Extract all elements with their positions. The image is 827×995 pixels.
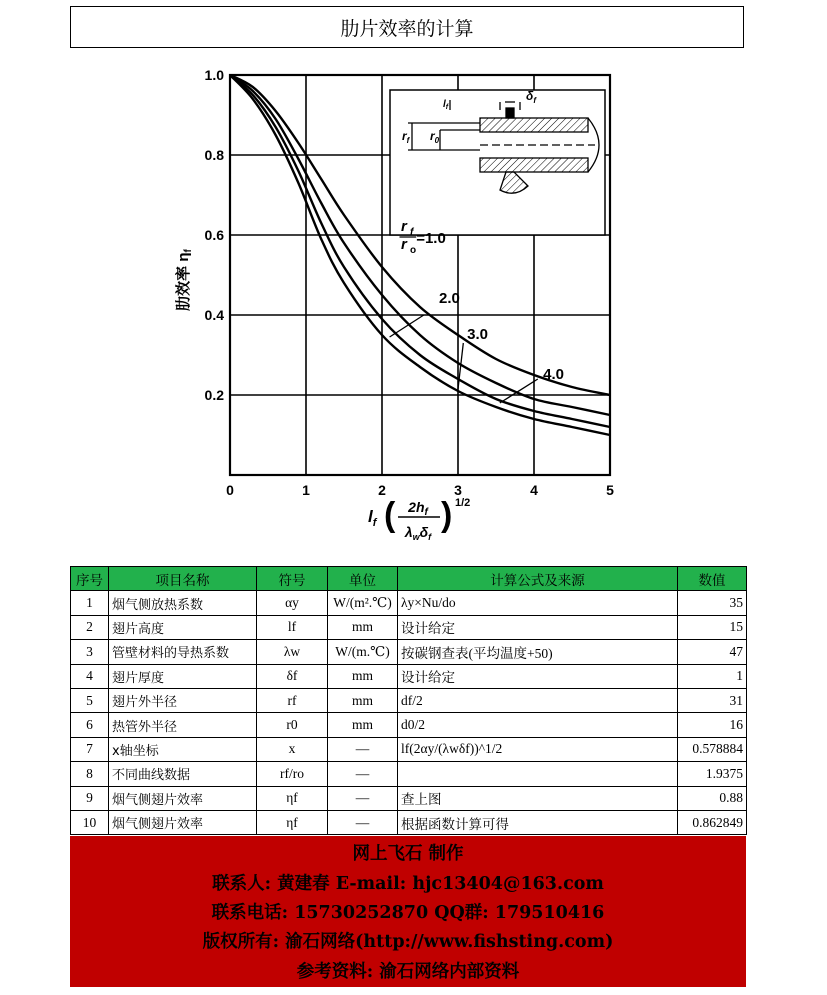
row-value: 31: [678, 688, 747, 712]
row-unit: mm: [328, 615, 398, 639]
curve-label-3.0: 3.0: [467, 326, 488, 343]
svg-text:δf: $\delta_f$: [526, 89, 536, 105]
row-value: 0.862849: [678, 810, 747, 834]
row-unit: —: [328, 737, 398, 761]
row-unit: mm: [328, 664, 398, 688]
svg-text:): ): [441, 496, 453, 534]
svg-text:r0: $r_0$: [430, 129, 440, 145]
row-symbol: αy: [257, 591, 328, 615]
row-name: 翅片高度: [109, 615, 257, 639]
row-formula: df/2: [398, 688, 678, 712]
svg-text:r: r: [401, 236, 407, 253]
curve-label-2.0: 2.0: [439, 290, 460, 307]
table-row: [71, 591, 747, 615]
row-symbol: ηf: [257, 786, 328, 810]
row-value: 16: [678, 713, 747, 737]
row-formula: [398, 762, 678, 786]
row-name: 管壁材料的导热系数: [109, 640, 257, 664]
y-axis-label-text: 肋效率 $\eta_f$: [175, 249, 194, 311]
fin-efficiency-chart: [150, 60, 670, 555]
row-unit: mm: [328, 688, 398, 712]
footer-banner: [70, 836, 746, 987]
ratio-rf: r: [401, 218, 407, 235]
x-tick-label: 0: [226, 482, 234, 498]
footer-line-1: 网上飞石 制作: [352, 844, 464, 865]
row-symbol: rf/ro: [257, 762, 328, 786]
row-no: 10: [71, 810, 109, 834]
table-row: [71, 688, 747, 712]
header-formula: 计算公式及来源: [398, 567, 678, 591]
row-name: x轴坐标: [109, 737, 257, 761]
table-row: [71, 713, 747, 737]
row-value: 35: [678, 591, 747, 615]
row-value: 1: [678, 664, 747, 688]
row-no: 4: [71, 664, 109, 688]
svg-text:λwδf: $\lambda_w\delta_f$: [404, 524, 432, 542]
table-row: [71, 737, 747, 761]
svg-text:1/2: 1/2: [455, 497, 471, 509]
row-unit: —: [328, 786, 398, 810]
row-unit: —: [328, 762, 398, 786]
svg-text:rf: $r_f$: [402, 129, 410, 145]
row-symbol: δf: [257, 664, 328, 688]
row-value: 47: [678, 640, 747, 664]
row-unit: —: [328, 810, 398, 834]
row-no: 5: [71, 688, 109, 712]
y-axis-label: [174, 249, 194, 311]
row-name: 翅片厚度: [109, 664, 257, 688]
footer-line-4: 版权所有: 渝石网络(http://www.fishsting.com): [202, 932, 614, 953]
table-row: [71, 640, 747, 664]
row-unit: mm: [328, 713, 398, 737]
page-title: [70, 6, 744, 48]
page-title-text: 肋片效率的计算: [340, 17, 474, 40]
row-formula: 设计给定: [398, 615, 678, 639]
y-tick-label: 0.6: [204, 227, 224, 243]
svg-text:lf: $l_f$: [368, 507, 377, 529]
row-name: 热管外半径: [109, 713, 257, 737]
curve-label-1.0: =1.0: [416, 230, 446, 247]
table-row: [71, 762, 747, 786]
row-formula: 根据函数计算可得: [398, 810, 678, 834]
row-no: 8: [71, 762, 109, 786]
row-name: 烟气侧翅片效率: [109, 786, 257, 810]
y-tick-label: 0.8: [204, 147, 224, 163]
table-row: [71, 664, 747, 688]
table-row: [71, 786, 747, 810]
table-row: [71, 810, 747, 834]
row-value: 0.578884: [678, 737, 747, 761]
row-formula: d0/2: [398, 713, 678, 737]
row-formula: 查上图: [398, 786, 678, 810]
row-symbol: x: [257, 737, 328, 761]
svg-text:(: (: [384, 496, 396, 534]
row-unit: W/(m².℃): [328, 591, 398, 615]
calculation-table: [70, 566, 747, 835]
header-name: 项目名称: [109, 567, 257, 591]
x-tick-label: 2: [378, 482, 386, 498]
row-symbol: ηf: [257, 810, 328, 834]
row-value: 15: [678, 615, 747, 639]
svg-text:o: o: [410, 245, 417, 256]
header-unit: 单位: [328, 567, 398, 591]
x-tick-label: 3: [454, 482, 462, 498]
row-name: 烟气侧翅片效率: [109, 810, 257, 834]
y-tick-label: 0.2: [204, 387, 224, 403]
y-tick-label: 1.0: [204, 67, 224, 83]
footer-line-5: 参考资料: 渝石网络内部资料: [296, 961, 520, 982]
curve-label-4.0: 4.0: [543, 366, 564, 383]
row-formula: λy×Nu/do: [398, 591, 678, 615]
row-formula: 按碳钢查表(平均温度+50): [398, 640, 678, 664]
row-symbol: lf: [257, 615, 328, 639]
fin-tube-inset-diagram: [390, 90, 605, 235]
row-name: 不同曲线数据: [109, 762, 257, 786]
row-formula: lf(2αy/(λwδf))^1/2: [398, 737, 678, 761]
x-tick-label: 1: [302, 482, 310, 498]
row-symbol: λw: [257, 640, 328, 664]
row-unit: W/(m.℃): [328, 640, 398, 664]
table-header-row: [71, 567, 747, 591]
row-no: 1: [71, 591, 109, 615]
x-tick-label: 5: [606, 482, 614, 498]
row-name: 翅片外半径: [109, 688, 257, 712]
y-tick-label: 0.4: [204, 307, 224, 323]
row-no: 9: [71, 786, 109, 810]
row-value: 0.88: [678, 786, 747, 810]
svg-text:f: f: [410, 227, 414, 238]
row-no: 3: [71, 640, 109, 664]
svg-text:lf: $l_f$: [443, 99, 449, 111]
row-symbol: r0: [257, 713, 328, 737]
row-no: 6: [71, 713, 109, 737]
header-no: 序号: [71, 567, 109, 591]
row-no: 2: [71, 615, 109, 639]
x-axis-label: [368, 496, 470, 542]
footer-line-3: 联系电话: 15730252870 QQ群: 179510416: [211, 902, 605, 923]
svg-text:2hf: $2h_f$: [408, 499, 428, 518]
row-no: 7: [71, 737, 109, 761]
x-tick-label: 4: [530, 482, 538, 498]
header-symbol: 符号: [257, 567, 328, 591]
table-row: [71, 615, 747, 639]
row-symbol: rf: [257, 688, 328, 712]
row-name: 烟气侧放热系数: [109, 591, 257, 615]
row-formula: 设计给定: [398, 664, 678, 688]
footer-line-2: 联系人: 黄建春 E-mail: hjc13404@163.com: [212, 873, 604, 894]
header-value: 数值: [678, 567, 747, 591]
row-value: 1.9375: [678, 762, 747, 786]
